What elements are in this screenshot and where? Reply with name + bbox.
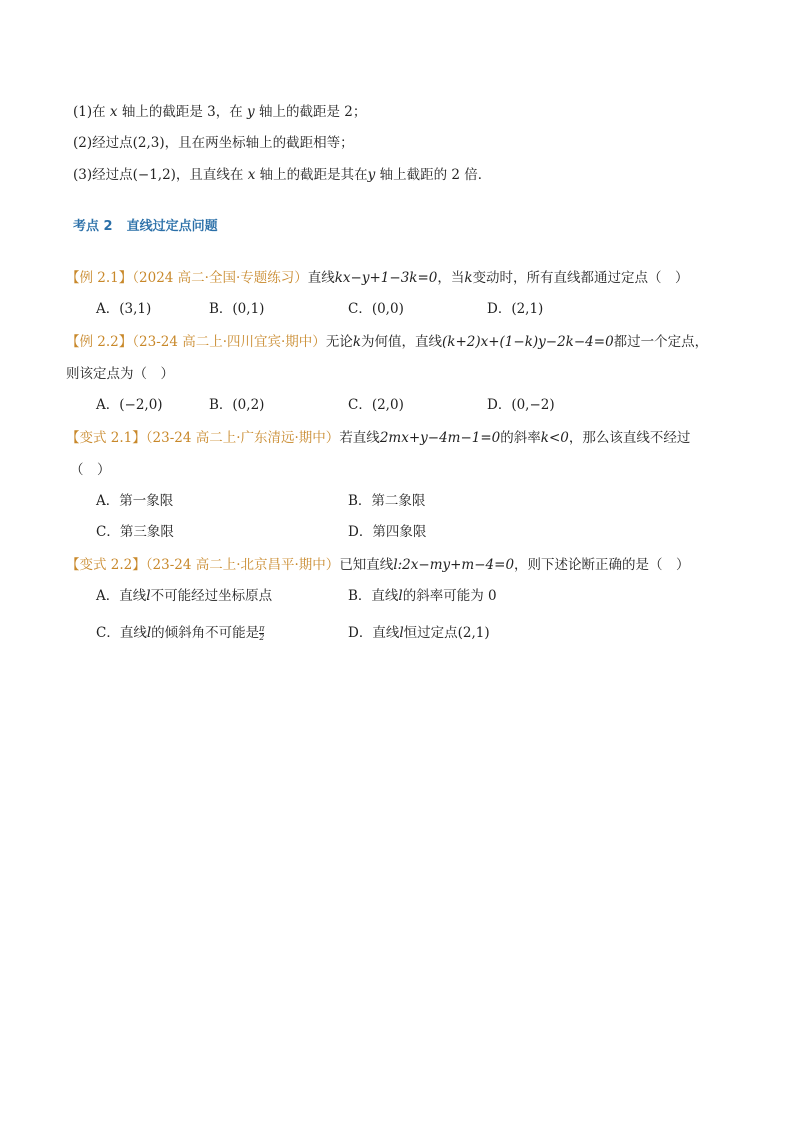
text: 的倾斜角不可能是 bbox=[151, 625, 260, 641]
question-source: （23-24 高二上·四川宜宾·期中） bbox=[132, 334, 326, 350]
text: 恒过定点(2,1) bbox=[403, 625, 490, 641]
var-y: y bbox=[367, 167, 376, 183]
var-y: y bbox=[247, 104, 255, 120]
option-d: D．(2,1) bbox=[487, 301, 544, 317]
stem: 为何值，直线 bbox=[361, 334, 442, 350]
fraction-pi-over-2 bbox=[259, 625, 264, 642]
option-b: B．第二象限 bbox=[348, 493, 426, 509]
frac-num: π bbox=[259, 624, 265, 633]
text: 轴上的截距是 2； bbox=[254, 104, 367, 120]
var-x: x bbox=[109, 104, 118, 120]
question-tag: 【变式 2.2】 bbox=[66, 557, 146, 573]
option-d: D．(0,−2) bbox=[487, 397, 555, 413]
stem: 变动时，所有直线都通过定点（ ） bbox=[472, 270, 689, 286]
option-c: C．第三象限 bbox=[96, 524, 174, 540]
equation: l:2x−my+m−4=0 bbox=[393, 557, 515, 573]
var-k: k bbox=[352, 334, 361, 350]
var-l: l bbox=[399, 625, 404, 641]
stem: ，当 bbox=[437, 270, 465, 286]
text: B．直线 bbox=[348, 588, 399, 604]
inequality: k<0 bbox=[540, 430, 569, 446]
text: 不可能经过坐标原点 bbox=[150, 588, 273, 604]
equation: (k+2)x+(1−k)y−2k−4=0 bbox=[442, 334, 614, 350]
option-d: D．第四象限 bbox=[348, 524, 427, 540]
option-a bbox=[96, 587, 272, 605]
var-k: k bbox=[464, 270, 473, 286]
text: 轴上的截距是 3，在 bbox=[117, 104, 248, 120]
intro-line-1 bbox=[73, 103, 366, 121]
question-2-2-cont: 则该定点为（ ） bbox=[66, 366, 174, 382]
stem: 已知直线 bbox=[339, 557, 394, 573]
variant-2-2 bbox=[66, 556, 690, 574]
var-x: x bbox=[247, 167, 256, 183]
stem: ，则下述论断正确的是（ ） bbox=[514, 557, 690, 573]
option-c: C．(0,0) bbox=[348, 301, 404, 317]
text: (3)经过点(−1,2)，且直线在 bbox=[73, 167, 248, 183]
text: 轴上截距的 2 倍． bbox=[375, 167, 492, 183]
stem: 若直线 bbox=[339, 430, 380, 446]
var-l: l bbox=[398, 588, 403, 604]
question-source: （2024 高二·全国·专题练习） bbox=[132, 270, 308, 286]
heading-number: 考点 2 bbox=[73, 219, 113, 234]
option-b: B．(0,2) bbox=[209, 397, 265, 413]
stem: 都过一个定点， bbox=[613, 334, 709, 350]
question-tag: 【例 2.2】 bbox=[66, 334, 133, 350]
option-b: B．(0,1) bbox=[209, 301, 265, 317]
frac-den: 2 bbox=[259, 633, 265, 642]
var-l: l bbox=[146, 588, 151, 604]
text: (1)在 bbox=[73, 104, 110, 120]
equation: kx−y+1−3k=0 bbox=[334, 270, 438, 286]
text: A．直线 bbox=[96, 588, 147, 604]
intro-line-2: (2)经过点(2,3)，且在两坐标轴上的截距相等； bbox=[73, 135, 354, 151]
option-c: C．(2,0) bbox=[348, 397, 404, 413]
option-b bbox=[348, 587, 497, 605]
question-tag: 【例 2.1】 bbox=[66, 270, 133, 286]
question-tag: 【变式 2.1】 bbox=[66, 430, 146, 446]
text: 轴上的截距是其在 bbox=[255, 167, 368, 183]
section-heading bbox=[73, 218, 218, 236]
question-source: （23-24 高二上·北京昌平·期中） bbox=[145, 557, 340, 573]
question-2-1 bbox=[66, 269, 689, 287]
text: C．直线 bbox=[96, 625, 147, 641]
equation: 2mx+y−4m−1=0 bbox=[379, 430, 501, 446]
heading-title: 直线过定点问题 bbox=[126, 219, 218, 234]
text: 的斜率可能为 0 bbox=[402, 588, 497, 604]
option-a: A．(−2,0) bbox=[96, 397, 163, 413]
question-2-2 bbox=[66, 333, 708, 351]
var-l: l bbox=[146, 625, 152, 641]
intro-line-3 bbox=[73, 166, 491, 184]
variant-2-1-cont: （ ） bbox=[70, 462, 111, 478]
option-c bbox=[96, 624, 264, 642]
variant-2-1 bbox=[66, 429, 690, 447]
text: D．直线 bbox=[348, 625, 400, 641]
stem: 无论 bbox=[325, 334, 353, 350]
stem: 的斜率 bbox=[500, 430, 541, 446]
question-source: （23-24 高二上·广东清远·期中） bbox=[145, 430, 340, 446]
option-a: A．(3,1) bbox=[96, 301, 152, 317]
stem: 直线 bbox=[307, 270, 335, 286]
stem: ，那么该直线不经过 bbox=[568, 430, 691, 446]
option-a: A．第一象限 bbox=[96, 493, 174, 509]
option-d bbox=[348, 624, 490, 642]
